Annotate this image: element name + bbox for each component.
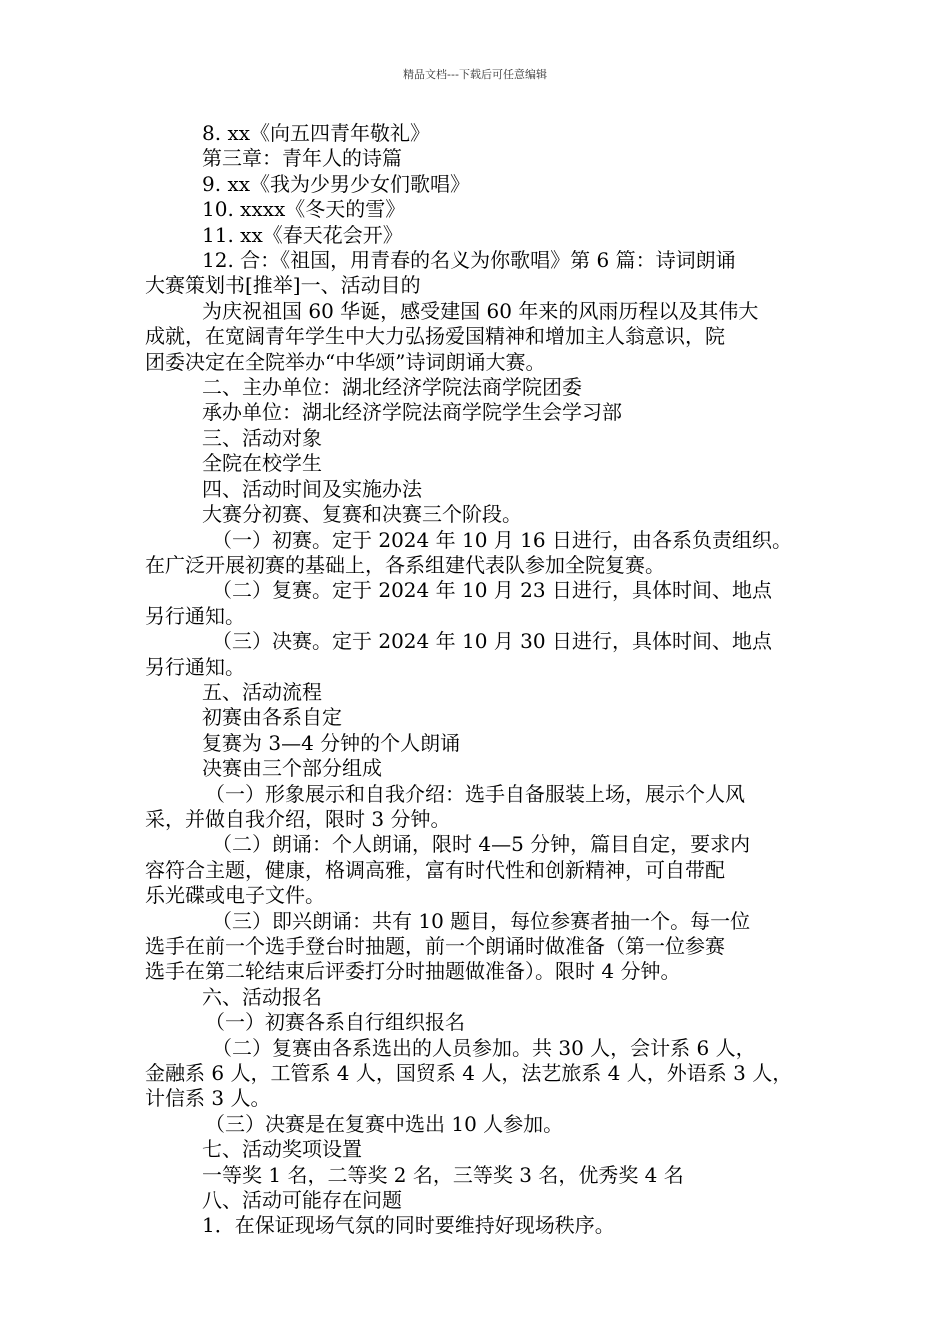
document-line: 承办单位：湖北经济学院法商学院学生会学习部 bbox=[202, 400, 622, 425]
document-line: 五、活动流程 bbox=[202, 679, 322, 704]
document-line: （二）复赛由各系选出的人员参加。共 30 人，会计系 6 人， bbox=[212, 1035, 756, 1060]
document-body bbox=[145, 121, 825, 1239]
document-line: 大赛策划书[推举]一、活动目的 bbox=[145, 273, 421, 298]
document-line: 1．在保证现场气氛的同时要维持好现场秩序。 bbox=[202, 1213, 615, 1238]
document-line: 三、活动对象 bbox=[202, 425, 322, 450]
document-line: 二、主办单位：湖北经济学院法商学院团委 bbox=[202, 375, 582, 400]
document-line: 第三章：青年人的诗篇 bbox=[202, 146, 402, 171]
document-line: 团委决定在全院举办“中华颂”诗词朗诵大赛。 bbox=[145, 349, 546, 374]
document-line: （三）决赛。定于 2024 年 10 月 30 日进行，具体时间、地点 bbox=[212, 629, 772, 654]
document-line: 复赛为 3—4 分钟的个人朗诵 bbox=[202, 730, 461, 755]
document-line: 另行通知。 bbox=[145, 603, 245, 628]
document-line: 9. xx《我为少男少女们歌唱》 bbox=[202, 171, 470, 196]
document-line: 选手在第二轮结束后评委打分时抽题做准备）。限时 4 分钟。 bbox=[145, 959, 681, 984]
document-line: 全院在校学生 bbox=[202, 451, 322, 476]
document-line: 在广泛开展初赛的基础上，各系组建代表队参加全院复赛。 bbox=[145, 552, 665, 577]
document-line: 11. xx《春天花会开》 bbox=[202, 222, 403, 247]
document-line: （三）决赛是在复赛中选出 10 人参加。 bbox=[205, 1111, 564, 1136]
document-line: （一）初赛。定于 2024 年 10 月 16 日进行，由各系负责组织。 bbox=[212, 527, 792, 552]
document-line: （二）朗诵：个人朗诵，限时 4—5 分钟，篇目自定，要求内 bbox=[212, 832, 751, 857]
document-line: 大赛分初赛、复赛和决赛三个阶段。 bbox=[202, 502, 522, 527]
document-line: 六、活动报名 bbox=[202, 984, 322, 1009]
document-line: 选手在前一个选手登台时抽题，前一个朗诵时做准备（第一位参赛 bbox=[145, 934, 725, 958]
document-line: （一）初赛各系自行组织报名 bbox=[205, 1010, 465, 1035]
document-line: （一）形象展示和自我介绍：选手自备服装上场，展示个人风 bbox=[205, 781, 745, 806]
document-line: 容符合主题，健康，格调高雅，富有时代性和创新精神，可自带配 bbox=[145, 857, 725, 882]
document-line: 初赛由各系自定 bbox=[202, 705, 342, 730]
document-line: 为庆祝祖国 60 华诞，感受建国 60 年来的风雨历程以及其伟大 bbox=[202, 298, 759, 323]
document-line: 七、活动奖项设置 bbox=[202, 1137, 362, 1162]
document-line: 一等奖 1 名，二等奖 2 名，三等奖 3 名，优秀奖 4 名 bbox=[202, 1162, 684, 1187]
document-line: 10. xxxx《冬天的雪》 bbox=[202, 197, 406, 222]
document-line: 八、活动可能存在问题 bbox=[202, 1188, 402, 1213]
document-line: 乐光碟或电子文件。 bbox=[145, 883, 325, 908]
document-line: 金融系 6 人，工管系 4 人，国贸系 4 人，法艺旅系 4 人，外语系 3 人， bbox=[145, 1061, 793, 1086]
document-line: 8. xx《向五四青年敬礼》 bbox=[202, 121, 430, 145]
document-line: 成就，在宽阔青年学生中大力弘扬爱国精神和增加主人翁意识，院 bbox=[145, 324, 725, 349]
document-line: （二）复赛。定于 2024 年 10 月 23 日进行，具体时间、地点 bbox=[212, 578, 772, 603]
document-line: 计信系 3 人。 bbox=[145, 1086, 271, 1111]
page-header: 精品文档---下载后可任意编辑 bbox=[403, 68, 547, 81]
document-line: 决赛由三个部分组成 bbox=[202, 756, 382, 781]
document-line: 采，并做自我介绍，限时 3 分钟。 bbox=[145, 806, 451, 831]
document-line: （三）即兴朗诵：共有 10 题目，每位参赛者抽一个。每一位 bbox=[212, 908, 751, 933]
document-line: 12. 合：《祖国，用青春的名义为你歌唱》第 6 篇：诗词朗诵 bbox=[202, 248, 736, 273]
document-line: 四、活动时间及实施办法 bbox=[202, 476, 422, 501]
document-line: 另行通知。 bbox=[145, 654, 245, 679]
